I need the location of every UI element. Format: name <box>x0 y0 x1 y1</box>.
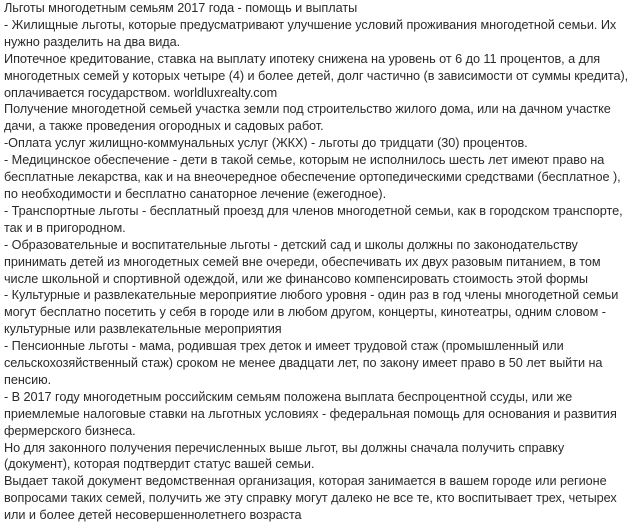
paragraph-utilities: -Оплата услуг жилищно-коммунальных услуг (ЖКХ) - льготы до тридцати (30) процентов. <box>4 136 528 151</box>
paragraph-transport: - Транспортные льготы - бесплатный проезд для членов многодетной семьи, как в городском транспорте, так и в пригородном. <box>4 203 623 235</box>
paragraph-medical: - Медицинское обеспечение - дети в такой семье, которым не исполнилось шесть лет имеют право на бесплатные лекарства, как и на внеочередное обеспечение ортопедическими средствами (бесплатное ), по необходимости и бесплатно санаторное лечение (ежегодное). <box>4 153 621 201</box>
paragraph-education: - Образовательные и воспитательные льготы - детский сад и школы должны по законодательству принимать детей из многодетных семей вне очереди, обеспечивать их двух разовым питанием, в том числе школьной и спортивной одеждой, или же финансово компенсировать стоимость этой формы <box>4 237 601 286</box>
paragraph-land-plot: Получение многодетной семьей участка земли под строительство жилого дома, или на дачном участке дачи, а также проведения огородных и садовых работ. <box>4 102 611 134</box>
paragraph-loan: - В 2017 году многодетным российским семьям положена выплата беспроцентной ссуды, или же приемлемые налоговые ставки на льготных условиях - федеральная помощь для основания и развития фермерского бизнеса. <box>4 389 617 438</box>
paragraph-housing-benefits: - Жилищные льготы, которые предусматривают улучшение условий проживания многодетной семьи. Их нужно разделить на два вида. <box>4 17 617 49</box>
paragraph-issuer: Выдает такой документ ведомственная организация, которая занимается в вашем городе или регионе вопросами таких семей, получить же эту справку могут далеко не все те, кто воспитывает трех, четырех или и более детей несовершеннолетнего возраста <box>4 474 617 523</box>
paragraph-mortgage: Ипотечное кредитование, ставка на выплату ипотеку снижена на уровень от 6 до 11 процентов, а для многодетных семей у которых четыре (4) и более детей, долг частично (в зависимости от суммы кредита), оплачивается государством. worldluxrealty.com <box>4 51 629 100</box>
document-title: Льготы многодетным семьям 2017 года - помощь и выплаты <box>4 1 358 15</box>
paragraph-culture: - Культурные и развлекательные мероприятие любого уровня - один раз в год члены многодетной семьи могут бесплатно посетить у себя в городе или в любом другом, концерты, кинотеатры, одним словом - культурные или развлекательные мероприятия <box>4 288 619 337</box>
paragraph-certificate: Но для законного получения перечисленных выше льгот, вы должны сначала получить справку (документ), которая подтвердит статус вашей семьи. <box>4 440 565 472</box>
paragraph-pension: - Пенсионные льготы - мама, родившая трех деток и имеет трудовой стаж (промышленный или сельскохозяйственный стаж) сроком не менее двадцати лет, по закону имеет право в 50 лет выйти на пенсию. <box>4 339 603 387</box>
